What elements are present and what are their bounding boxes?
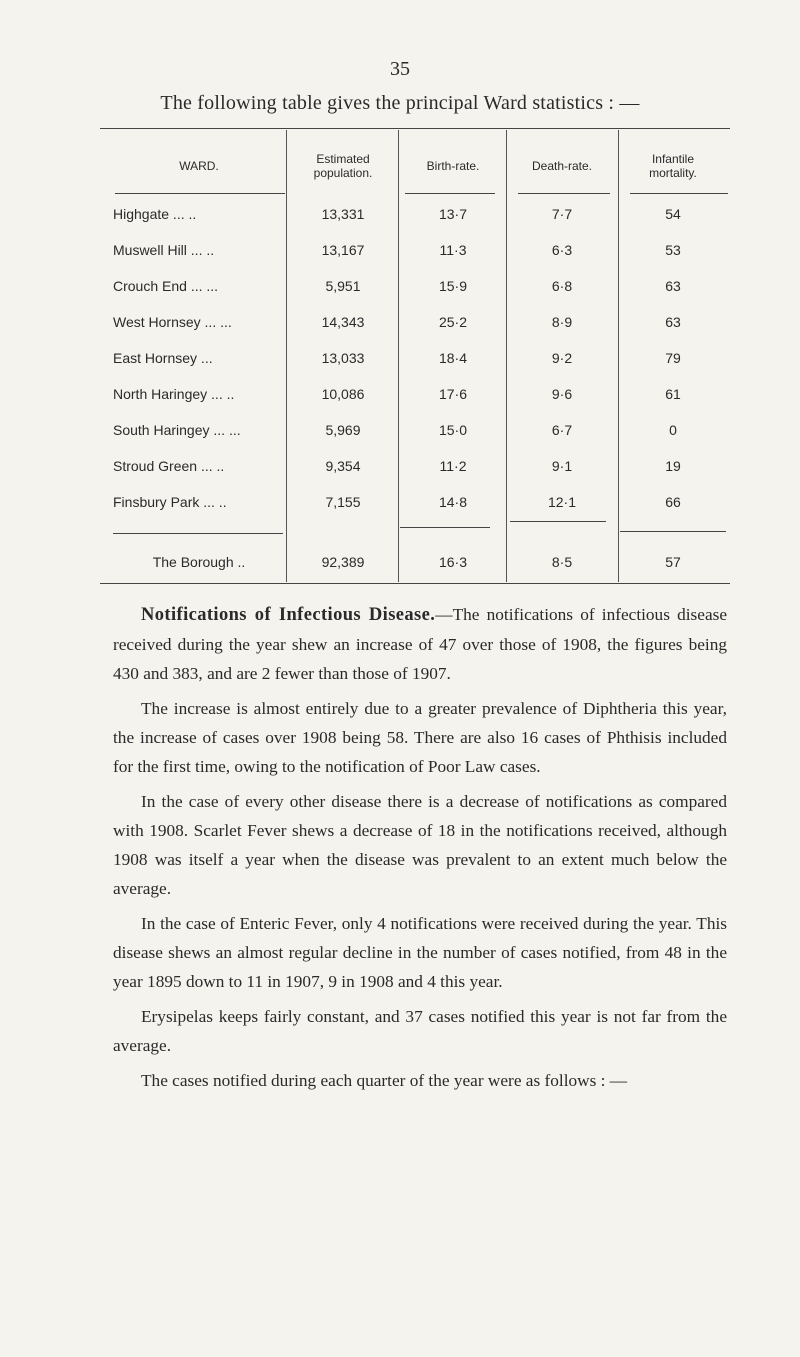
ward-name: North Haringey ... .. — [113, 386, 235, 402]
birth-rate-value: 14·8 — [438, 494, 468, 510]
infant-mortality-value: 54 — [665, 206, 681, 222]
table-top-rule — [100, 128, 730, 129]
infant-mortality-value: 63 — [665, 278, 681, 294]
infant-mortality-value: 53 — [665, 242, 681, 258]
birth-rate-value: 13·7 — [438, 206, 468, 222]
population-value: 10,086 — [321, 386, 365, 402]
table-row — [0, 451, 800, 481]
borough-rule — [400, 527, 490, 528]
birth-rate-value: 15·9 — [438, 278, 468, 294]
infant-mortality-value: 0 — [669, 422, 677, 438]
death-rate-value: 9·2 — [551, 350, 573, 366]
death-rate-value: 8·9 — [551, 314, 573, 330]
paragraph: In the case of every other disease there is a decrease of notifications as compared with 1908. Scarlet Fever shews a decrease of 18 in the notifications received, although 1908 was itself a year when the disease was prevalent to an extent much below the average. — [113, 792, 727, 898]
header-death-rate: Death-rate. — [531, 159, 593, 173]
body-text — [113, 600, 727, 1095]
death-rate-value: 7·7 — [551, 206, 573, 222]
birth-rate-value: 11·3 — [439, 242, 467, 258]
table-intro: The following table gives the principal Ward statistics : — — [160, 92, 640, 114]
death-rate-value: 12·1 — [547, 494, 577, 510]
table-row — [0, 487, 800, 517]
infant-mortality-value: 66 — [665, 494, 681, 510]
infant-mortality-value: 61 — [665, 386, 681, 402]
borough-rule — [113, 533, 283, 534]
borough-rule — [510, 521, 606, 522]
table-row — [0, 343, 800, 373]
population-value: 13,033 — [321, 350, 365, 366]
ward-name: Highgate ... .. — [113, 206, 197, 222]
header-birth-rate: Birth-rate. — [426, 159, 480, 173]
header-population: Estimated population. — [313, 152, 373, 180]
death-rate-value: 6·7 — [551, 422, 573, 438]
population-value: 9,354 — [325, 458, 361, 474]
table-row — [0, 235, 800, 265]
ward-name: Muswell Hill ... .. — [113, 242, 215, 258]
population-value: 5,969 — [325, 422, 361, 438]
table-bottom-rule — [100, 583, 730, 584]
population-value: 13,167 — [321, 242, 365, 258]
paragraph: The cases notified during each quarter of the year were as follows : — — [141, 1071, 628, 1090]
birth-rate-value: 25·2 — [438, 314, 468, 330]
ward-name: South Haringey ... ... — [113, 422, 241, 438]
paragraph-text: —The notifications of infectious disease received during the year shew an increase of 47 over those of 1908, the figures being 430 and 383, and are 2 fewer than those of 1907. — [113, 605, 728, 683]
borough-label: The Borough .. — [152, 554, 246, 570]
birth-rate-value: 18·4 — [438, 350, 468, 366]
ward-name: Stroud Green ... .. — [113, 458, 225, 474]
birth-rate-value: 17·6 — [438, 386, 468, 402]
infant-mortality-value: 19 — [665, 458, 681, 474]
paragraph: In the case of Enteric Fever, only 4 notifications were received during the year. This disease shews an almost regular decline in the number of cases notified, from 48 in the year 1895 down to 11 in 1907, 9 in 1908 and 4 this year. — [113, 914, 727, 991]
page-number: 35 — [390, 58, 410, 80]
death-rate-value: 8·5 — [551, 554, 573, 570]
birth-rate-value: 11·2 — [439, 458, 467, 474]
ward-name: Finsbury Park ... .. — [113, 494, 227, 510]
population-value: 14,343 — [321, 314, 365, 330]
death-rate-value: 6·3 — [551, 242, 573, 258]
ward-name: East Hornsey ... — [113, 350, 213, 366]
death-rate-value: 9·6 — [551, 386, 573, 402]
population-value: 13,331 — [321, 206, 365, 222]
death-rate-value: 9·1 — [551, 458, 573, 474]
birth-rate-value: 15·0 — [438, 422, 468, 438]
infant-mortality-value: 79 — [665, 350, 681, 366]
table-row — [0, 199, 800, 229]
table-row — [0, 415, 800, 445]
ward-name: Crouch End ... ... — [113, 278, 219, 294]
paragraph — [113, 600, 727, 688]
header-ward: WARD. — [179, 159, 219, 173]
population-value: 5,951 — [325, 278, 361, 294]
table-row — [0, 379, 800, 409]
header-infantile-mortality: Infantile mortality. — [649, 152, 697, 180]
ward-name: West Hornsey ... ... — [113, 314, 232, 330]
borough-rule — [620, 531, 726, 532]
birth-rate-value: 16·3 — [438, 554, 468, 570]
infant-mortality-value: 57 — [665, 554, 681, 570]
paragraph: Erysipelas keeps fairly constant, and 37 cases notified this year is not far from the average. — [113, 1007, 727, 1055]
population-value: 92,389 — [321, 554, 365, 570]
table-row — [0, 307, 800, 337]
borough-total-row — [0, 547, 800, 577]
paragraph: The increase is almost entirely due to a greater prevalence of Diphtheria this year, the increase of cases over 1908 being 58. There are also 16 cases of Phthisis included for the first time, owing to the notification of Poor Law cases. — [113, 699, 727, 776]
table-row — [0, 271, 800, 301]
death-rate-value: 6·8 — [551, 278, 573, 294]
section-heading: Notifications of Infectious Disease. — [141, 605, 436, 625]
population-value: 7,155 — [325, 494, 361, 510]
infant-mortality-value: 63 — [665, 314, 681, 330]
